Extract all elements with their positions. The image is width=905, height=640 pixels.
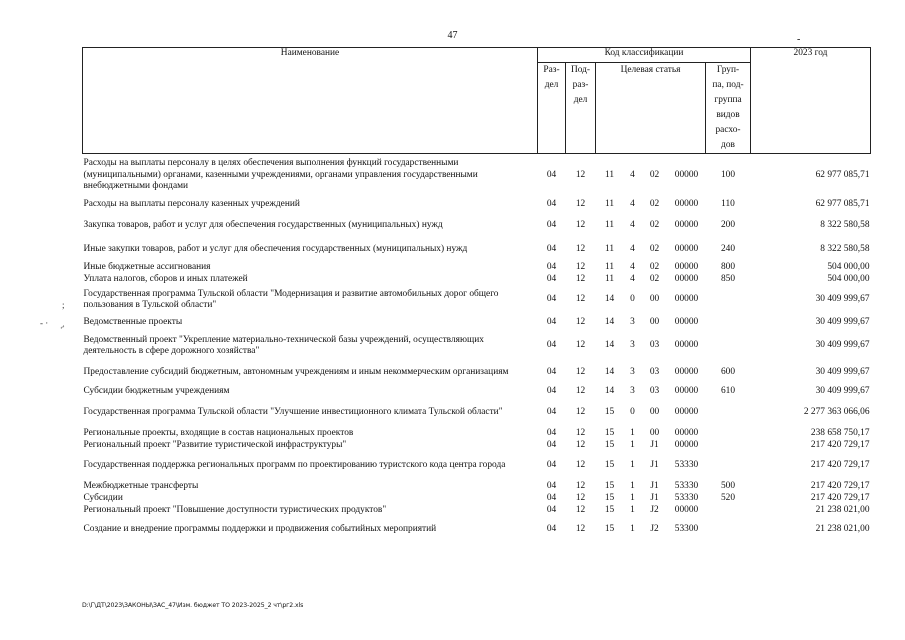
row-target-direction: 00000	[674, 439, 699, 450]
row-amount: 217 420 729,17	[810, 460, 870, 471]
row-amount: 30 409 999,67	[815, 385, 870, 396]
row-name: Региональный проект "Повышение доступности туристических продуктов"	[83, 504, 387, 515]
row-target-direction: 00000	[674, 366, 699, 377]
row-target-type: 4	[630, 273, 635, 284]
row-razdel: 04	[546, 199, 557, 210]
row-podrazdel: 12	[575, 366, 586, 377]
margin-mark: - ·	[40, 318, 49, 328]
row-target-element: 02	[649, 273, 660, 284]
header-name: Наименование	[83, 48, 538, 154]
row-target-type: 1	[630, 439, 635, 450]
row-expense-group: 100	[720, 169, 736, 180]
row-name: Региональные проекты, входящие в состав национальных проектов	[83, 427, 354, 438]
row-target-direction: 00000	[674, 504, 699, 515]
row-amount: 62 977 085,71	[815, 199, 870, 210]
row-podrazdel: 12	[575, 407, 586, 418]
table-row	[83, 505, 871, 517]
margin-mark: ;	[62, 300, 65, 310]
header-year: 2023 год	[751, 48, 871, 154]
row-razdel: 04	[546, 261, 557, 272]
row-target-direction: 53330	[674, 480, 699, 491]
row-target-type: 0	[630, 294, 635, 305]
row-target-program: 15	[604, 439, 615, 450]
page-number: 47	[447, 30, 458, 41]
row-target-type: 4	[630, 199, 635, 210]
row-target-direction: 53330	[674, 492, 699, 503]
row-target-program: 15	[604, 480, 615, 491]
row-target-program: 15	[604, 492, 615, 503]
row-expense-group	[706, 452, 751, 481]
row-target-direction: 00000	[674, 385, 699, 396]
row-target-element: 02	[649, 199, 660, 210]
row-expense-group	[706, 315, 751, 332]
row-podrazdel: 12	[575, 492, 586, 503]
row-podrazdel: 12	[575, 504, 586, 515]
row-podrazdel: 12	[575, 261, 586, 272]
row-target-direction: 00000	[674, 317, 699, 328]
row-expense-group	[706, 505, 751, 517]
row-amount: 21 238 021,00	[815, 523, 870, 534]
row-expense-group: 110	[721, 199, 735, 210]
budget-table	[82, 47, 871, 543]
row-target-type: 1	[630, 492, 635, 503]
row-target-element: 00	[649, 317, 660, 328]
row-expense-group: 600	[720, 366, 736, 377]
row-target-element: 03	[649, 340, 660, 351]
row-razdel: 04	[546, 439, 557, 450]
row-target-type: 1	[630, 460, 635, 471]
row-target-element: 02	[649, 261, 660, 272]
row-amount: 21 238 021,00	[815, 504, 870, 515]
row-podrazdel: 12	[575, 219, 586, 230]
row-razdel: 04	[546, 407, 557, 418]
row-name: Иные бюджетные ассигнования	[83, 261, 211, 272]
row-target-type: 4	[630, 243, 635, 254]
table-row	[83, 517, 871, 543]
row-razdel: 04	[546, 460, 557, 471]
row-amount: 217 420 729,17	[810, 439, 870, 450]
row-amount: 8 322 580,58	[820, 243, 870, 254]
row-expense-group: 500	[720, 480, 736, 491]
table-row	[83, 332, 871, 361]
row-target-program: 15	[604, 460, 615, 471]
row-razdel: 04	[546, 340, 557, 351]
row-target-direction: 00000	[674, 273, 699, 284]
header-code: Код классификации	[538, 48, 751, 63]
row-target-program: 15	[604, 504, 615, 515]
row-razdel: 04	[546, 317, 557, 328]
row-target-element: 03	[649, 366, 660, 377]
row-name: Межбюджетные трансферты	[83, 480, 199, 491]
row-target-element: 02	[649, 219, 660, 230]
row-amount: 2 277 363 066,06	[803, 407, 870, 418]
row-target-element: 02	[649, 243, 660, 254]
row-amount: 62 977 085,71	[815, 169, 870, 180]
row-name: Ведомственный проект "Укрепление материально-технической базы учреждений, осуществляющих деятельность в сфере дорожного хозяйства"	[83, 334, 484, 356]
file-path: D:\Г\ДТ\2023\ЗАКОНЫ\ЗАС_47\Изм. бюджет ТО 2023-2025_2 чт\рг2.xls	[82, 602, 304, 609]
row-target-type: 3	[630, 340, 635, 351]
row-target-element: J2	[650, 504, 659, 515]
row-target-direction: 00000	[674, 199, 699, 210]
row-target-element: J1	[650, 460, 659, 471]
row-name: Субсидии бюджетным учреждениям	[83, 385, 230, 396]
table-row	[83, 286, 871, 315]
row-target-direction: 00000	[674, 219, 699, 230]
row-amount: 30 409 999,67	[815, 317, 870, 328]
row-amount: 30 409 999,67	[815, 294, 870, 305]
row-target-direction: 53300	[674, 523, 699, 534]
row-razdel: 04	[546, 273, 557, 284]
table-row	[83, 361, 871, 385]
row-target-type: 0	[630, 407, 635, 418]
row-expense-group: 850	[720, 273, 736, 284]
row-expense-group	[706, 286, 751, 315]
row-razdel: 04	[546, 492, 557, 503]
row-razdel: 04	[546, 504, 557, 515]
row-target-type: 3	[630, 385, 635, 396]
row-target-program: 14	[604, 294, 615, 305]
row-amount: 238 658 750,17	[810, 427, 870, 438]
row-name: Закупка товаров, работ и услуг для обеспечения государственных (муниципальных) нужд	[83, 219, 443, 230]
row-target-program: 14	[604, 366, 615, 377]
table-row	[83, 399, 871, 428]
row-razdel: 04	[546, 169, 557, 180]
table-body	[83, 154, 871, 543]
row-name: Создание и внедрение программы поддержки и продвижения событийных мероприятий	[83, 523, 437, 534]
row-expense-group: 200	[720, 219, 736, 230]
row-podrazdel: 12	[575, 427, 586, 438]
row-target-program: 11	[604, 199, 615, 210]
table-row	[83, 154, 871, 197]
table-row	[83, 440, 871, 452]
row-target-direction: 00000	[674, 294, 699, 305]
row-target-element: J1	[650, 439, 659, 450]
row-target-direction: 00000	[674, 340, 699, 351]
row-podrazdel: 12	[575, 523, 586, 534]
row-target-type: 3	[630, 317, 635, 328]
header-podrazdel: Под- раз- дел	[566, 63, 596, 154]
row-target-program: 11	[604, 261, 615, 272]
row-razdel: 04	[546, 219, 557, 230]
row-target-element: 00	[649, 407, 660, 418]
row-target-program: 14	[604, 340, 615, 351]
row-razdel: 04	[546, 366, 557, 377]
row-amount: 8 322 580,58	[820, 219, 870, 230]
row-expense-group	[706, 440, 751, 452]
row-target-program: 11	[604, 219, 615, 230]
row-expense-group: 800	[720, 261, 736, 272]
row-name: Государственная программа Тульской области "Модернизация и развитие автомобильных дорог общего пользования в Тульской области"	[83, 288, 499, 310]
row-name: Региональный проект "Развитие туристической инфраструктуры"	[83, 439, 347, 450]
row-expense-group: 240	[720, 243, 736, 254]
row-podrazdel: 12	[575, 439, 586, 450]
row-expense-group	[706, 399, 751, 428]
row-target-type: 4	[630, 169, 635, 180]
row-name: Уплата налогов, сборов и иных платежей	[83, 273, 248, 284]
row-amount: 30 409 999,67	[815, 366, 870, 377]
table-row	[83, 428, 871, 440]
row-target-type: 1	[630, 504, 635, 515]
row-name: Иные закупки товаров, работ и услуг для обеспечения государственных (муниципальных) нужд	[83, 243, 468, 254]
row-target-program: 14	[604, 317, 615, 328]
table-row	[83, 274, 871, 286]
row-target-program: 15	[604, 427, 615, 438]
margin-mark: ~	[57, 321, 68, 333]
row-name: Субсидии	[83, 492, 123, 503]
row-target-element: J1	[650, 480, 659, 491]
row-name: Предоставление субсидий бюджетным, автономным учреждениям и иным некоммерческим организациям	[83, 366, 509, 377]
row-podrazdel: 12	[575, 273, 586, 284]
row-name: Расходы на выплаты персоналу в целях обеспечения выполнения функций государственными (муниципальными) органами, казенными учреждениями, органами управления государственными внебюджетными фондами	[83, 158, 478, 191]
row-expense-group: 610	[720, 385, 736, 396]
row-razdel: 04	[546, 385, 557, 396]
table-row	[83, 315, 871, 332]
row-target-type: 4	[630, 219, 635, 230]
row-name: Расходы на выплаты персоналу казенных учреждений	[83, 199, 300, 210]
row-razdel: 04	[546, 294, 557, 305]
row-name: Ведомственные проекты	[83, 317, 183, 328]
row-target-program: 11	[604, 169, 615, 180]
row-name: Государственная поддержка региональных программ по проектированию туристского кода центра города	[83, 460, 506, 471]
row-podrazdel: 12	[575, 294, 586, 305]
row-podrazdel: 12	[575, 460, 586, 471]
row-razdel: 04	[546, 523, 557, 534]
row-target-program: 11	[604, 273, 615, 284]
row-razdel: 04	[546, 243, 557, 254]
row-expense-group	[706, 428, 751, 440]
row-target-element: J1	[650, 492, 659, 503]
row-target-type: 1	[630, 427, 635, 438]
row-name: Государственная программа Тульской области "Улучшение инвестиционного климата Тульской области"	[83, 407, 503, 418]
header-target: Целевая статья	[596, 63, 706, 154]
row-podrazdel: 12	[575, 385, 586, 396]
row-target-element: 03	[649, 385, 660, 396]
row-expense-group	[706, 332, 751, 361]
row-amount: 30 409 999,67	[815, 340, 870, 351]
row-target-type: 1	[630, 523, 635, 534]
row-target-program: 14	[604, 385, 615, 396]
header-group: Груп- па, под- группа видов расхо- дов	[706, 63, 751, 154]
table-row	[83, 197, 871, 214]
row-podrazdel: 12	[575, 199, 586, 210]
row-amount: 217 420 729,17	[810, 492, 870, 503]
table-row	[83, 238, 871, 262]
row-podrazdel: 12	[575, 480, 586, 491]
row-amount: 217 420 729,17	[810, 480, 870, 491]
row-expense-group: 520	[720, 492, 736, 503]
row-target-type: 1	[630, 480, 635, 491]
header-razdel: Раз- дел	[538, 63, 566, 154]
row-target-type: 4	[630, 261, 635, 272]
row-razdel: 04	[546, 480, 557, 491]
row-target-element: 02	[649, 169, 660, 180]
row-podrazdel: 12	[575, 169, 586, 180]
row-target-direction: 00000	[674, 407, 699, 418]
row-target-direction: 00000	[674, 169, 699, 180]
row-razdel: 04	[546, 427, 557, 438]
table-row	[83, 214, 871, 238]
row-podrazdel: 12	[575, 340, 586, 351]
row-target-element: J2	[650, 523, 659, 534]
table-row	[83, 493, 871, 505]
row-target-program: 11	[604, 243, 615, 254]
row-target-element: 00	[649, 294, 660, 305]
row-podrazdel: 12	[575, 243, 586, 254]
row-amount: 504 000,00	[827, 261, 870, 272]
table-row	[83, 385, 871, 399]
row-target-type: 3	[630, 366, 635, 377]
row-target-direction: 00000	[674, 427, 699, 438]
row-expense-group	[706, 517, 751, 543]
row-amount: 504 000,00	[827, 273, 870, 284]
row-target-direction: 53330	[674, 460, 699, 471]
table-row	[83, 481, 871, 493]
table-row	[83, 452, 871, 481]
row-target-program: 15	[604, 407, 615, 418]
top-mark: -	[797, 34, 801, 45]
row-target-direction: 00000	[674, 243, 699, 254]
table-row	[83, 262, 871, 274]
row-target-program: 15	[604, 523, 615, 534]
row-target-element: 00	[649, 427, 660, 438]
row-target-direction: 00000	[674, 261, 699, 272]
row-podrazdel: 12	[575, 317, 586, 328]
